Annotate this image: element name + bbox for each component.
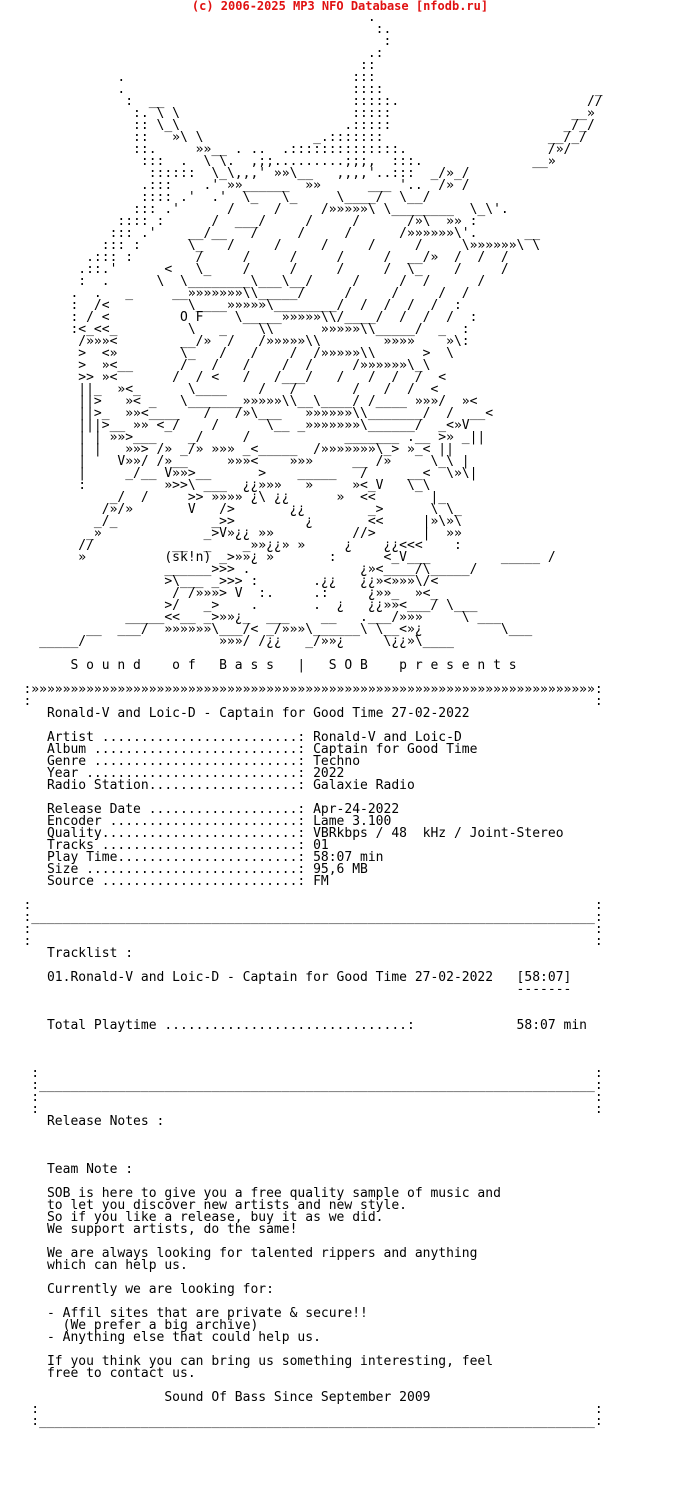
nfo-text: . :. : .: :: . ::: . :::: _ : __ :::::. // :. \ \ ::::: __» :: \_\ .::::: _/_/ :: »\ \ _.::::::: __/_/ ::. »»__ . .. .::::::::::::::. /»/ ::: . \ \. ,;;.........;;;, :::. __» :::::: \_\,,,' »»\__ ,,,,'..::: _/»_/ .::: .' »»______ »» ___ '.. /» / :::: .' .' \_ \_ \____/ \__/ ::: .' / / /»»»»»\ \________ \_\'. :::: : / ___/ / / /»\ »» : ::: .' __/__ / / / /»»»»»»\'. __ ::: : \_ / / / / / \»»»»»»\ \ .::: : / / / / / __/» / / / .::.' < \_ / / / / \_ / / : . \ \________\___\__/ / / / / . . _ __»»»»»»»\\_____/ / / / / : /< \____»»»»»\________/ / / / / : : / < O F \_____»»»»»\\/____/ / / / : :<_<<_ \ _ \\ »»»»»\\_____/ _ : /»»»< __/» / /»»»»»\\ »»»» »\: > <» \_ / / / /»»»»»\\ > \ > »<__ / / / / / /»»»»»»\_\ >> »< / / < / /___/ / / / / < ||_ »<_ \____ / / / / / < ||> »< _ \_______»»»»»\\__\____/ /____ »»»/ »< ||>_ »»<____ / /»\___ »»»»»»\\_______/ / __< |||>__ »» <_/ / \__ _»»»»»»»\______/ _<»V | | »»>___ _/ / _______ .__ >» _|| | | »»> /» _/» »»» _<_____ /»»»»»»»\_> »_< || | V»»/ /»__ »»»< »»» __ /» \_\ | | _/__ V»»>__ > _____ / __< \»\| : »>>\ ___ ¿¿»»» » »<_V \_\ _/ / >> »»»» ¿\ ¿¿ » << |_ /»/» V /> ¿¿ _> \ \_ _/_ _>> ¿ << |»\»\ _» _>V»¿¿ »» //> | »» // __ _ _»»¿¿» » ¿ ¿¿<<< : » (sk!n) _>»»¿ » : <_V___ _____ / ______>>> . ¿»<____/\_____/ >\___ _>>> : .¿¿ ¿¿»<»»»\/< / /»»»> V :. .: ¿»»_ »<_ >/ _> . . ¿ ¿¿»»<___/ \___ _____<<__ _>»»¿_ ___ __ .___/»»» \ ___ __ ___/ »»»»»»\___/< _/»»»\______\ \__<»¿ \___ _____/ »»»/ /¿¿ _/»»¿ \¿¿»\____ S o u n d o f B a s s | S O B p r e s e n t s :»»»»»»»»»»»»»»»»»»»»»»»»»»»»»»»»»»»»»»»»»»»»»»»»»»»»»»»»»»»»»»»»»»»»»»»»: : : Ronald-V and Loic-D - Captain for Good Time 27-02-2022 Artist .........................: Ronald-V and Loic-D Album ..........................: Captain for Good Time Genre ..........................: Techno Year ...........................: 2022 Radio Station...................: Galaxie Radio Release Date ...................: Apr-24-2022 Encoder ........................: Lame 3.100 Quality.........................: VBRkbps / 48 kHz / Joint-Stereo Tracks .........................: 01 Play Time.......................: 58:07 min Size ...........................: 95,6 MB Source .........................: FM : : :________________________________________________________________________: : : : : Tracklist : 01.Ronald-V and Loic-D - Captain for Good Time 27-02-2022 [58:07] ------- Total Playtime ...............................: 58:07 min : : :_______________________________________________________________________: : : : : Release Notes : Team Note : SOB is here to give you a free quality sample of music and to let you discover new artists and new style. So if you like a release, buy it as we did. We support artists, do the same! We are always looking for talented rippers and anything which can help us. Currently we are looking for: - Affil sites that are private & secure!! (We prefer a big archive) - Anything else that could help us. If you think you can bring us something interesting, feel free to contact us. Sound Of Bass Since September 2009 : : :_______________________________________________________________________: xyxy=(23,10,603,1429)
site-header: (c) 2006-2025 MP3 NFO Database [nfodb.ru] xyxy=(191,0,489,13)
